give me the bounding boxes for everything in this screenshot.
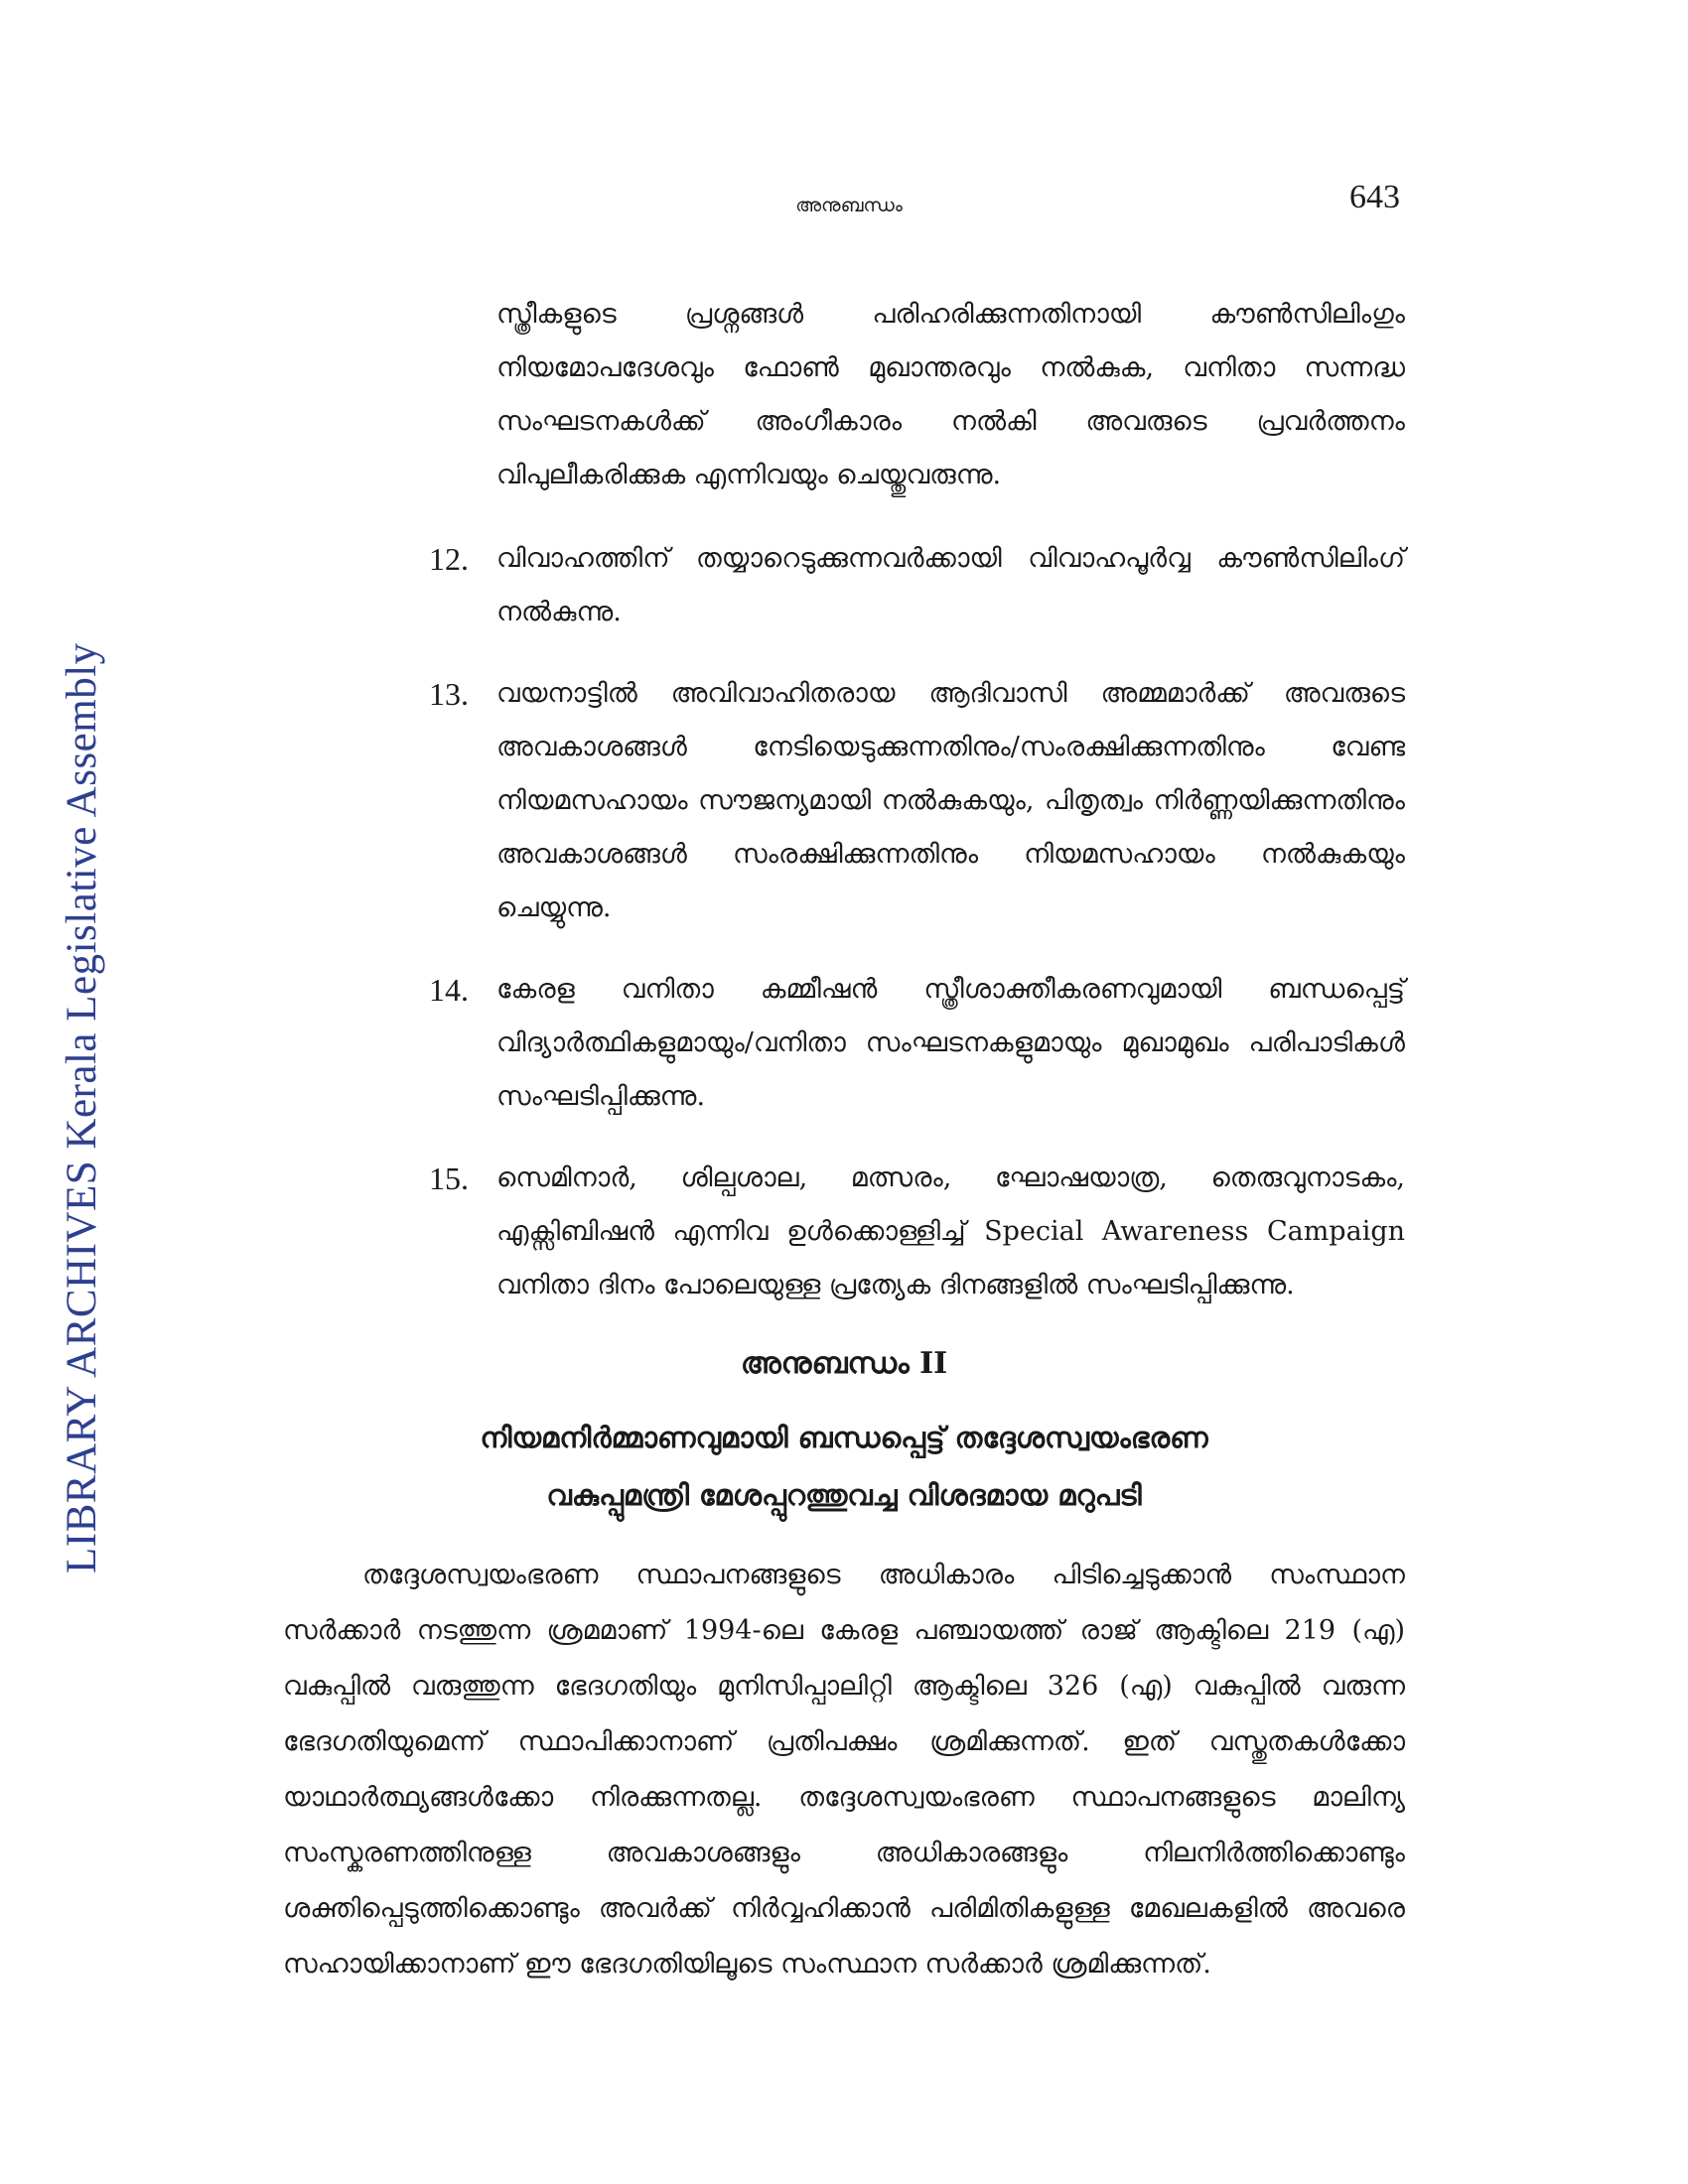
list-text: കേരള വനിതാ കമ്മീഷൻ സ്ത്രീശാക്തീകരണവുമായി ബന്ധപ്പെട്ട് വിദ്യാർത്ഥികളുമായും/വനിതാ സംഘടനകളുമായും മുഖാമുഖം പരിപാടികൾ സംഘടിപ്പിക്കുന്നു.	[496, 974, 1405, 1112]
continued-paragraph: സ്ത്രീകളുടെ പ്രശ്നങ്ങൾ പരിഹരിക്കുന്നതിനായി കൗൺസിലിംഗും നിയമോപദേശവും ഫോൺ മുഖാന്തരവും നൽകുക, വനിതാ സന്നദ്ധ സംഘടനകൾക്ക് അംഗീകാരം നൽകി അവരുടെ പ്രവർത്തനം വിപുലീകരിക്കുക എന്നിവയും ചെയ്തുവരുന്നു.	[496, 299, 1405, 490]
list-number: 13.	[429, 676, 469, 712]
list-item-13	[429, 667, 1405, 935]
list-number: 12.	[429, 541, 469, 577]
list-number: 15.	[429, 1160, 469, 1196]
page-content	[283, 288, 1405, 1992]
subheading-line-2: വകുപ്പുമന്ത്രി മേശപ്പുറത്തുവച്ച വിശദമായ മറുപടി	[546, 1478, 1142, 1512]
page-number: 643	[1349, 179, 1400, 215]
list-item-15	[429, 1152, 1405, 1312]
annex-title: അനുബന്ധം II	[740, 1346, 948, 1381]
list-item-14	[429, 963, 1405, 1124]
list-text: വയനാട്ടിൽ അവിവാഹിതരായ ആദിവാസി അമ്മമാർക്ക് അവരുടെ അവകാശങ്ങൾ നേടിയെടുക്കുന്നതിനും/സംരക്ഷിക്കുന്നതിനും വേണ്ട നിയമസഹായം സൗജന്യമായി നൽകുകയും, പിതൃത്വം നിർണ്ണയിക്കുന്നതിനും അവകാശങ്ങൾ സംരക്ഷിക്കുന്നതിനും നിയമസഹായം നൽകുകയും ചെയ്യുന്നു.	[496, 678, 1405, 923]
list-item-12	[429, 532, 1405, 639]
list-text: സെമിനാർ, ശില്പശാല, മത്സരം, ഘോഷയാത്ര, തെരുവുനാടകം, എക്സിബിഷൻ എന്നിവ ഉൾക്കൊള്ളിച്ച് Special Awareness Campaign വനിതാ ദിനം പോലെയുള്ള പ്രത്യേക ദിനങ്ങളിൽ സംഘടിപ്പിക്കുന്നു.	[496, 1162, 1405, 1300]
subheading-line-1: നിയമനിർമ്മാണവുമായി ബന്ധപ്പെട്ട് തദ്ദേശസ്വയംഭരണ	[480, 1421, 1208, 1454]
list-number: 14.	[429, 972, 469, 1008]
annex-body-paragraph: തദ്ദേശസ്വയംഭരണ സ്ഥാപനങ്ങളുടെ അധികാരം പിടിച്ചെടുക്കാൻ സംസ്ഥാന സർക്കാർ നടത്തുന്ന ശ്രമമാണ് 1994-ലെ കേരള പഞ്ചായത്ത് രാജ് ആക്ടിലെ 219 (എ) വകുപ്പിൽ വരുത്തുന്ന ഭേദഗതിയും മുനിസിപ്പാലിറ്റി ആക്ടിലെ 326 (എ) വകുപ്പിൽ വരുന്ന ഭേദഗതിയുമെന്ന് സ്ഥാപിക്കാനാണ് പ്രതിപക്ഷം ശ്രമിക്കുന്നത്. ഇത് വസ്തുതകൾക്കോ യാഥാർത്ഥ്യങ്ങൾക്കോ നിരക്കുന്നതല്ല. തദ്ദേശസ്വയംഭരണ സ്ഥാപനങ്ങളുടെ മാലിന്യ സംസ്കരണത്തിനുള്ള അവകാശങ്ങളും അധികാരങ്ങളും നിലനിർത്തിക്കൊണ്ടും ശക്തിപ്പെടുത്തിക്കൊണ്ടും അവർക്ക് നിർവ്വഹിക്കാൻ പരിമിതികളുള്ള മേഖലകളിൽ അവരെ സഹായിക്കാനാണ് ഈ ഭേദഗതിയിലൂടെ സംസ്ഥാന സർക്കാർ ശ്രമിക്കുന്നത്.	[283, 1560, 1405, 1979]
running-title: അനുബന്ധം	[795, 195, 903, 216]
archive-watermark: LIBRARY ARCHIVES Kerala Legislative Assembly	[59, 642, 105, 1573]
list-text: വിവാഹത്തിന് തയ്യാറെടുക്കുന്നവർക്കായി വിവാഹപൂർവ്വ കൗൺസിലിംഗ് നൽകുന്നു.	[496, 543, 1405, 627]
annex-subheading	[283, 1409, 1405, 1524]
